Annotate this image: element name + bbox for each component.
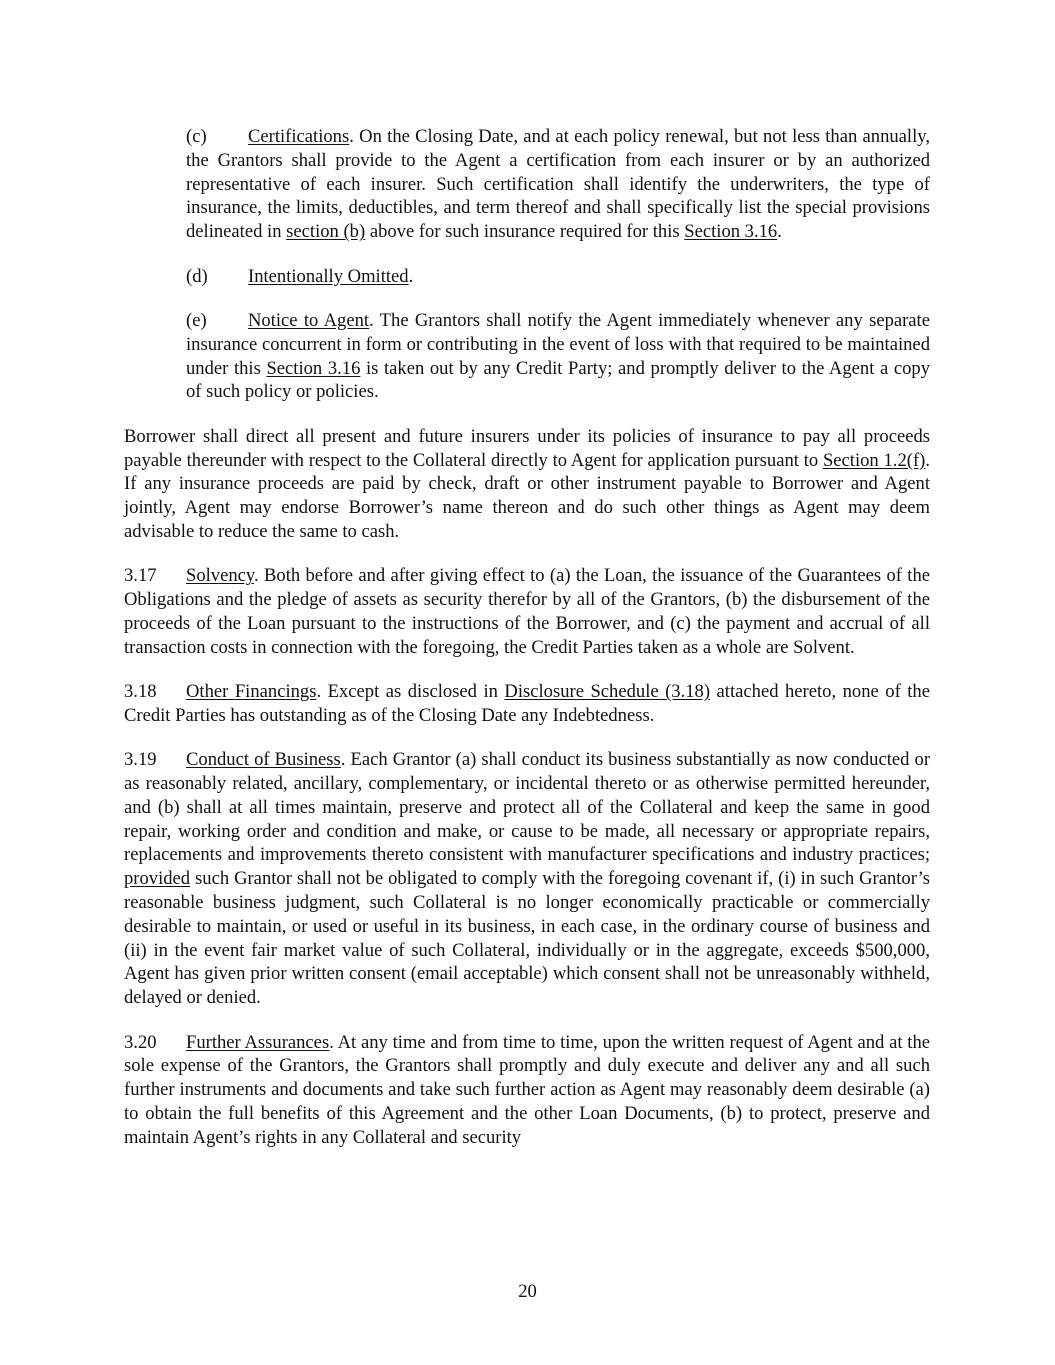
body-text: above for such insurance required for this <box>365 221 685 243</box>
body-text: . If any insurance proceeds are paid by check, draft or other instrument payable to Borrower and Agent jointly, Agent may endorse Borrower’s name thereon and do such other things as Agent may deem advisable to reduce the same to cash. <box>124 449 930 542</box>
cross-reference: Section 3.16 <box>684 221 778 243</box>
body-text: . The Grantors shall notify the Agent immediately whenever any separate insurance concurrent in form or contributing in the event of loss with that required to be maintained under this <box>186 309 930 379</box>
section-number: 3.19 <box>124 749 157 771</box>
paragraph-borrower <box>124 425 930 544</box>
paragraph-3-19 <box>124 748 930 1010</box>
body-text: . <box>777 221 782 243</box>
section-heading: Other Financings <box>186 681 317 703</box>
section-heading: Solvency <box>186 565 254 587</box>
section-heading: Further Assurances <box>186 1031 330 1053</box>
body-text: . Both before and after giving effect to (a) the Loan, the issuance of the Guarantees of the Obligations and the pledge of assets as security therefor by all of the Grantors, (b) the disbursement of the proceeds of the Loan pursuant to the instructions of the Borrower, and (c) the payment and accrual of all transaction costs in connection with the foregoing, the Credit Parties taken as a whole are Solvent. <box>124 565 930 658</box>
section-number: (e) <box>186 309 207 331</box>
section-number: 3.17 <box>124 565 157 587</box>
paragraph-d <box>186 265 930 289</box>
paragraph-e <box>186 309 930 404</box>
section-number: (c) <box>186 126 207 147</box>
paragraph-3-20 <box>124 1031 930 1150</box>
section-number: 3.18 <box>124 681 157 703</box>
body-text: attached hereto, none of the Credit Parties has outstanding as of the Closing Date any Indebtedness. <box>124 681 930 726</box>
cross-reference: provided <box>124 868 191 890</box>
cross-reference: Disclosure Schedule (3.18) <box>504 681 711 703</box>
document-body <box>124 125 930 1170</box>
cross-reference: section (b) <box>286 221 366 243</box>
section-heading: Conduct of Business <box>186 749 341 771</box>
page-number: 20 <box>518 1281 537 1302</box>
body-text: such Grantor shall not be obligated to comply with the foregoing covenant if, (i) in such Grantor’s reasonable business judgment, such Collateral is no longer economically practicable or commercially desirable to maintain, or used or useful in its business, in each case, in the ordinary course of business and (ii) in the event fair market value of such Collateral, individually or in the aggregate, exceeds $500,000, Agent has given prior written consent (email acceptable) which consent shall not be unreasonably withheld, delayed or denied. <box>124 868 930 1009</box>
paragraph-3-17 <box>124 564 930 659</box>
section-heading: Intentionally Omitted <box>248 265 409 287</box>
body-text: Borrower shall direct all present and future insurers under its policies of insurance to pay all proceeds payable thereunder with respect to the Collateral directly to Agent for application pursuant to <box>124 425 930 471</box>
section-number: (d) <box>186 265 208 287</box>
cross-reference: Section 3.16 <box>266 357 361 379</box>
body-text: . On the Closing Date, and at each policy renewal, but not less than annually, the Grantors shall provide to the Agent a certification from each insurer or by an authorized representative of each insurer. Such certification shall identify the underwriters, the type of insurance, the limits, deductibles, and term thereof and shall specifically list the special provisions delineated in <box>186 126 930 243</box>
section-heading: Certifications <box>248 126 350 147</box>
paragraph-3-18 <box>124 680 930 728</box>
body-text: . At any time and from time to time, upon the written request of Agent and at the sole expense of the Grantors, the Grantors shall promptly and duly execute and deliver any and all such further instruments and documents and take such further action as Agent may reasonably deem desirable (a) to obtain the full benefits of this Agreement and the other Loan Documents, (b) to protect, preserve and maintain Agent’s rights in any Collateral and security <box>124 1031 930 1148</box>
section-number: 3.20 <box>124 1031 157 1053</box>
body-text: . Each Grantor (a) shall conduct its business substantially as now conducted or as reasonably related, ancillary, complementary, or incidental thereto or as otherwise permitted hereunder, and (b) shall at all times maintain, preserve and protect all of the Collateral and keep the same in good repair, working order and condition and make, or cause to be made, all necessary or appropriate repairs, replacements and improvements thereto consistent with manufacturer specifications and industry practices; <box>124 749 931 866</box>
body-text: is taken out by any Credit Party; and promptly deliver to the Agent a copy of such policy or policies. <box>186 357 930 403</box>
body-text: . Except as disclosed in <box>316 681 505 703</box>
section-heading: Notice to Agent <box>248 309 370 331</box>
cross-reference: Section 1.2(f) <box>822 449 926 471</box>
body-text: . <box>408 265 414 287</box>
paragraph-c <box>186 125 930 244</box>
